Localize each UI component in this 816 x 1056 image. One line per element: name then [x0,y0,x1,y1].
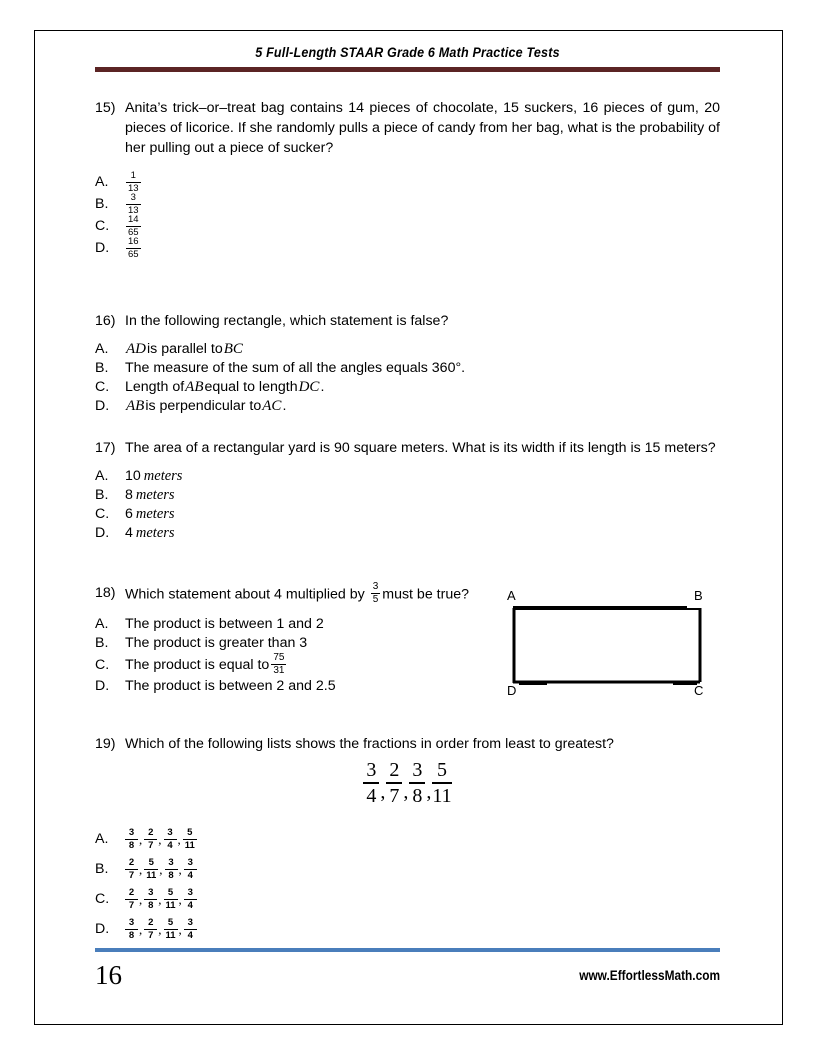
question-19-choices [95,824,720,944]
choice-19-d-body [125,918,720,940]
choice-19-b-body [125,858,720,880]
fraction-separator: , [158,892,162,907]
question-18 [95,583,720,696]
choice-19-c-letter: C. [95,890,110,907]
fraction-denominator: 11 [146,869,157,881]
fraction-numerator: 2 [128,857,135,868]
display-fraction-3-8 [409,760,425,806]
page-number: 16 [95,960,122,990]
question-19-number: 19) [95,736,116,752]
fraction-denominator: 7 [144,929,157,941]
fraction-denominator: 4 [184,869,197,881]
fraction-denominator: 4 [184,929,197,941]
fraction-numerator: 5 [436,759,447,781]
fraction-separator: , [178,922,182,937]
fraction-numerator: 2 [148,917,154,928]
choice-17-a-value: 10 [125,468,141,484]
fraction-numerator: 3 [128,917,135,928]
choice-18-b-letter: B. [95,635,109,651]
question-18-stem [95,583,720,606]
fraction-separator: , [139,832,143,847]
fraction-numerator: 2 [389,759,400,781]
choice-16-c-pre: Length of [125,379,185,395]
fraction-denominator: 8 [409,782,425,806]
choice-17-a-letter: A. [95,468,109,484]
fraction-16-65 [126,237,141,259]
question-16-number: 16) [95,313,116,329]
site-url[interactable]: www.EffortlessMath.com [579,968,720,983]
choice-16-a-body [125,340,720,359]
fraction-numerator: 2 [128,887,135,898]
choice-fraction [184,918,197,940]
choice-16-d[interactable] [95,397,720,416]
question-17-stem [95,438,720,458]
fraction-denominator: 8 [165,869,178,881]
fraction-separator: , [139,922,143,937]
choice-15-a[interactable] [95,171,720,193]
math-var-ad: AD [126,341,146,357]
fraction-denominator: 31 [273,664,285,676]
choice-fraction [184,888,197,910]
choice-17-c[interactable] [95,505,720,524]
question-19 [95,734,720,944]
question-16-choices [95,340,720,416]
display-fraction-5-11 [432,760,451,806]
choice-18-a[interactable] [95,615,720,634]
footer-rule [95,948,720,952]
choice-17-c-letter: C. [95,506,110,522]
fraction-numerator: 5 [148,857,154,868]
fraction-numerator: 3 [412,759,423,781]
choice-18-d-letter: D. [95,678,110,694]
choice-17-b[interactable] [95,486,720,505]
fraction-separator: , [159,862,163,877]
choice-17-d-unit: meters [135,525,175,541]
fraction-3-13 [126,193,141,215]
choice-fraction [164,918,178,940]
choice-17-c-value: 6 [125,506,133,522]
choice-17-b-unit: meters [135,487,175,503]
fraction-numerator: 3 [168,857,174,868]
fraction-separator: , [403,781,409,803]
choice-17-b-letter: B. [95,487,109,503]
fraction-numerator: 3 [148,887,154,898]
question-15-choices [95,171,720,259]
choice-fraction [144,828,157,850]
fraction-denominator: 7 [144,839,157,851]
choice-18-b[interactable] [95,634,720,653]
page-content [95,45,720,944]
vertex-label-c: C [694,683,704,696]
choice-19-b-letter: B. [95,860,109,877]
choice-16-c-post: . [320,379,325,395]
choice-17-a-body [125,467,720,486]
question-17-choices [95,467,720,543]
fraction-75-31 [271,653,286,676]
question-15 [95,98,720,259]
fraction-separator: , [380,781,386,803]
fraction-numerator: 5 [187,827,193,838]
fraction-numerator: 3 [128,827,135,838]
question-15-stem [95,98,720,158]
choice-fraction [144,858,158,880]
choice-19-a-body [125,828,720,850]
fraction-numerator: 5 [167,917,174,928]
fraction-denominator: 7 [125,869,138,881]
fraction-denominator: 11 [165,899,176,911]
fraction-denominator: 4 [164,839,177,851]
question-19-display-fractions [95,760,720,806]
choice-17-a[interactable] [95,467,720,486]
choice-16-c[interactable] [95,378,720,397]
question-18-stem-before: Which statement about 4 multiplied by [125,586,369,603]
fraction-denominator: 4 [184,899,197,911]
fraction-numerator: 1 [130,170,136,181]
fraction-separator: , [139,892,143,907]
math-var-dc: DC [298,379,320,395]
choice-19-b[interactable] [95,854,720,884]
choice-16-d-letter: D. [95,398,110,414]
question-17 [95,438,720,543]
question-19-stem-text: Which of the following lists shows the fractions in order from least to greatest? [125,736,614,752]
choice-18-c-body [125,651,720,677]
fraction-denominator: 4 [363,782,379,806]
fraction-denominator: 7 [125,899,138,911]
choice-17-a-unit: meters [143,468,183,484]
fraction-numerator: 75 [273,651,285,663]
fraction-separator: , [426,781,432,803]
choice-18-c[interactable] [95,653,720,677]
question-18-choices [95,615,720,696]
choice-15-b-body [125,193,720,215]
choice-18-d-body: The product is between 2 and 2.5 [125,678,336,694]
fraction-numerator: 5 [167,887,174,898]
choice-18-c-letter: C. [95,656,110,673]
choice-15-a-letter: A. [95,173,109,190]
running-head: 5 Full-Length STAAR Grade 6 Math Practice Tests [255,45,560,60]
fraction-numerator: 3 [366,759,377,781]
question-17-stem-text: The area of a rectangular yard is 90 square meters. What is its width if its length is 15 meters? [125,440,716,456]
display-fraction-2-7 [386,760,402,806]
choice-19-c[interactable] [95,884,720,914]
fraction-separator: , [178,862,182,877]
fraction-denominator: 65 [128,226,139,238]
choice-16-b-letter: B. [95,360,109,376]
fraction-numerator: 2 [148,827,154,838]
choice-15-b[interactable] [95,193,720,215]
vertex-label-b: B [694,588,703,603]
choice-15-c-letter: C. [95,217,110,234]
choice-17-b-body [125,486,720,505]
question-15-number: 15) [95,100,116,116]
choice-16-a[interactable] [95,340,720,359]
choice-18-c-text: The product is equal to [125,656,270,673]
question-18-number: 18) [95,585,116,601]
fraction-3-5 [371,582,381,605]
choice-17-b-value: 8 [125,487,133,503]
fraction-1-13 [126,171,141,193]
choice-17-d-letter: D. [95,525,110,541]
choice-18-a-letter: A. [95,616,109,632]
choice-15-d-letter: D. [95,239,110,256]
footer-row [95,962,720,989]
fraction-numerator: 14 [128,214,139,225]
fraction-numerator: 16 [128,236,139,247]
choice-16-b-body: The measure of the sum of all the angles equals 360°. [125,360,466,376]
fraction-separator: , [158,922,162,937]
choice-16-d-mid: is perpendicular to [145,398,262,414]
fraction-denominator: 11 [432,782,451,806]
choice-fraction [164,828,177,850]
choice-18-a-body: The product is between 1 and 2 [125,616,324,632]
math-var-bc: BC [223,341,243,357]
question-17-number: 17) [95,440,116,456]
choice-17-c-unit: meters [135,506,175,522]
fraction-numerator: 3 [167,827,173,838]
choice-17-d-body [125,524,720,543]
fraction-separator: , [139,862,143,877]
choice-15-c-body [125,215,720,237]
question-16-stem [95,311,720,331]
fraction-denominator: 13 [128,204,139,216]
fraction-denominator: 11 [184,839,195,851]
choice-17-d[interactable] [95,524,720,543]
choice-fraction [125,828,138,850]
fraction-denominator: 8 [144,899,157,911]
fraction-separator: , [177,832,181,847]
choice-fraction [125,918,138,940]
fraction-denominator: 7 [386,782,402,806]
choice-17-d-value: 4 [125,525,133,541]
question-18-stem-text [125,583,720,606]
choice-17-c-body [125,505,720,524]
math-var-ac: AC [262,398,282,414]
math-var-ab: AB [185,379,204,395]
choice-15-c[interactable] [95,215,720,237]
choice-15-d-body [125,237,720,259]
fraction-denominator: 8 [125,929,138,941]
choice-fraction [165,858,178,880]
choice-16-a-mid: is parallel to [147,341,223,357]
choice-15-a-body [125,171,720,193]
choice-16-a-letter: A. [95,341,109,357]
fraction-numerator: 3 [130,192,136,203]
choice-19-a[interactable] [95,824,720,854]
choice-19-d-letter: D. [95,920,110,937]
choice-16-c-mid: equal to length [204,379,298,395]
question-18-stem-after: must be true? [382,586,469,603]
fraction-numerator: 3 [187,917,193,928]
fraction-numerator: 3 [372,581,379,592]
choice-15-d[interactable] [95,237,720,259]
fraction-numerator: 3 [187,887,193,898]
fraction-numerator: 3 [187,857,193,868]
choice-18-d[interactable] [95,677,720,696]
choice-18-b-body: The product is greater than 3 [125,635,308,651]
choice-16-d-body [125,397,720,416]
choice-16-d-post: . [282,398,287,414]
choice-fraction [125,858,138,880]
choice-19-a-letter: A. [95,830,109,847]
fraction-separator: , [178,892,182,907]
fraction-denominator: 65 [128,248,139,260]
choice-fraction [183,828,197,850]
fraction-denominator: 13 [128,182,139,194]
choice-16-b[interactable] [95,359,720,378]
choice-fraction [144,888,157,910]
fraction-14-65 [126,215,141,237]
question-19-stem [95,734,720,754]
choice-19-c-body [125,888,720,910]
question-15-stem-text: Anita’s trick–or–treat bag contains 14 pieces of chocolate, 15 suckers, 16 pieces of gum, 20 pieces of licorice. If she randomly pulls a piece of candy from her bag, what is the probability of her pulling out a piece of sucker? [125,100,720,156]
choice-19-d[interactable] [95,914,720,944]
choice-16-c-body [125,378,720,397]
fraction-denominator: 5 [372,594,379,605]
fraction-denominator: 11 [165,929,176,941]
choice-fraction [184,858,197,880]
choice-16-c-letter: C. [95,379,110,395]
page-footer [95,948,720,989]
choice-15-b-letter: B. [95,195,109,212]
display-fraction-3-4 [363,760,379,806]
fraction-separator: , [158,832,162,847]
math-var-ab: AB [126,398,145,414]
choice-fraction [125,888,138,910]
vertex-label-a: A [507,588,516,603]
vertex-label-d: D [507,683,517,696]
choice-fraction [164,888,178,910]
choice-fraction [144,918,157,940]
question-16-stem-text: In the following rectangle, which statement is false? [125,313,449,329]
fraction-denominator: 8 [125,839,138,851]
